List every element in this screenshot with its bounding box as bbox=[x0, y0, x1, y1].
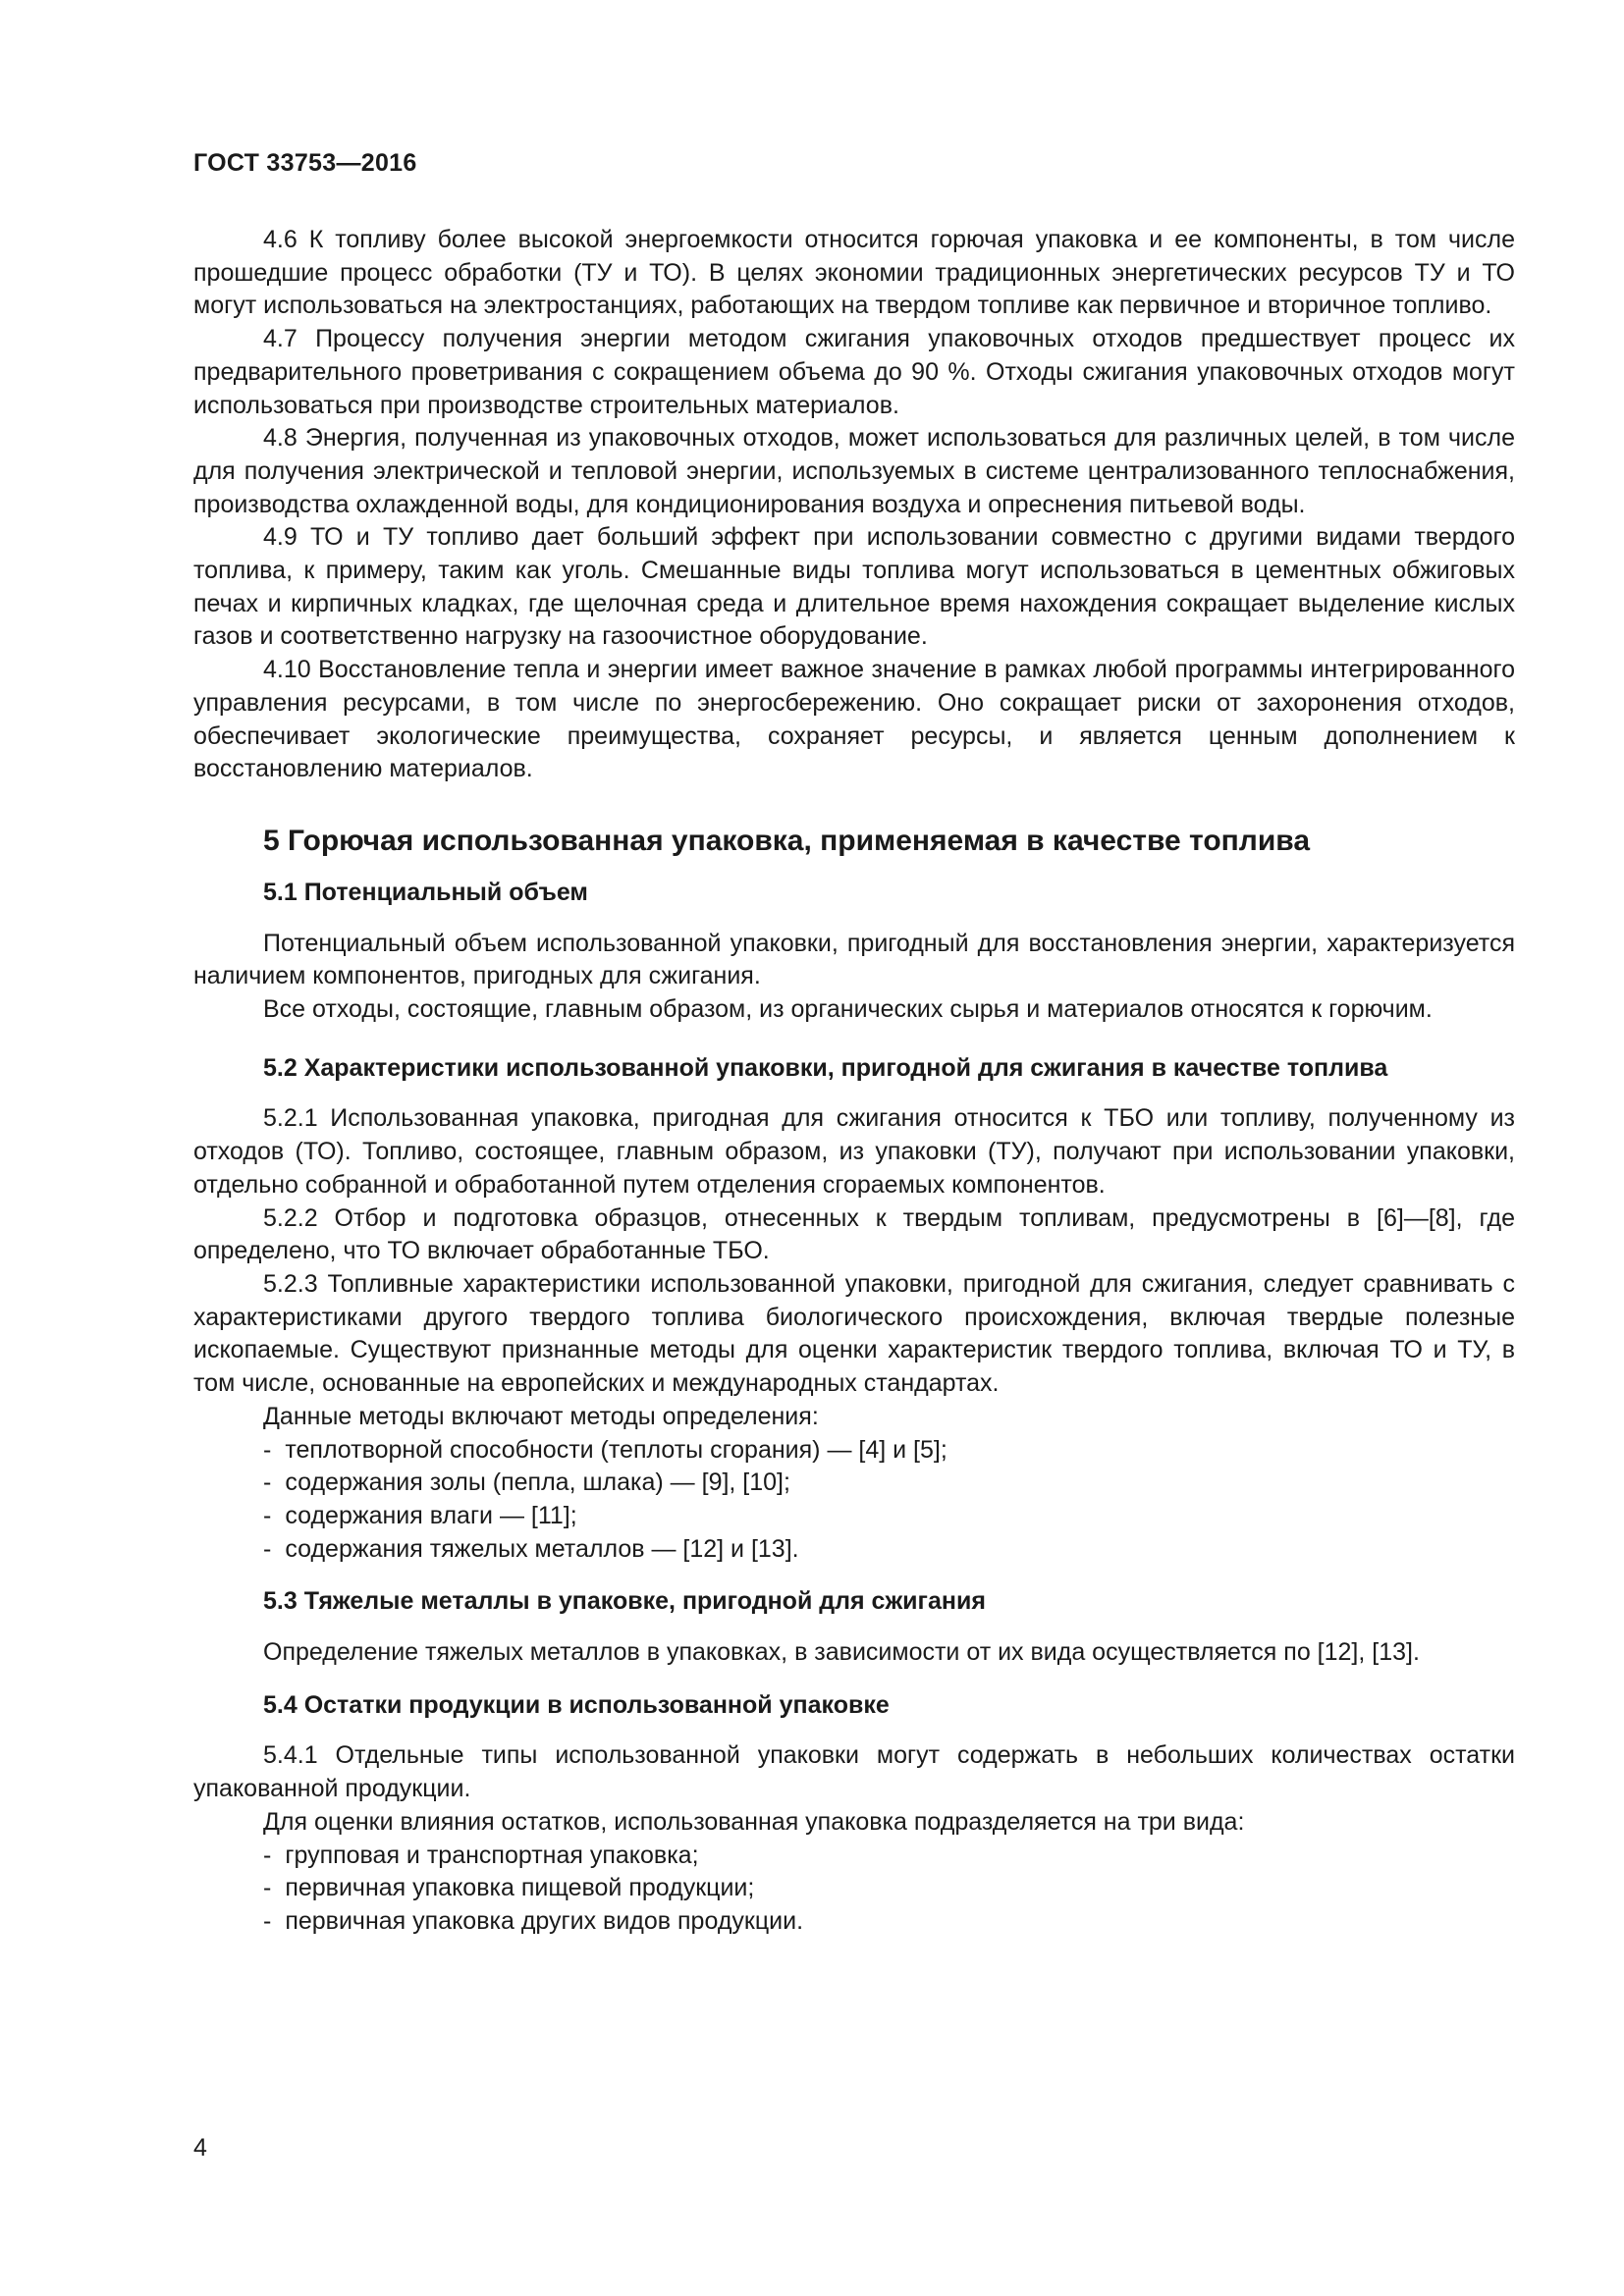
paragraph-5-3: Определение тяжелых металлов в упаковках, в зависимости от их вида осуществляется по [12], [13]. bbox=[263, 1638, 1420, 1667]
list-item: - первичная упаковка других видов продукции. bbox=[263, 1906, 804, 1935]
paragraph-5-2-1: 5.2.1 Использованная упаковка, пригодная для сжигания относится к ТБО или топливу, полученному из отходов (ТО). Топливо, состоящее, главным образом, из упаковки (ТУ), получают при использовании упаковки, отдельно собранной и обработанной путем отделения сгораемых компонентов. bbox=[193, 1104, 1515, 1199]
paragraph-4-10: 4.10 Восстановление тепла и энергии имеет важное значение в рамках любой программы интегрированного управления ресурсами, в том числе по энергосбережению. Оно сокращает риски от захоронения отходов, обеспечивает экологические преимущества, сохраняет ресурсы, и является ценным дополнением к восстановлению материалов. bbox=[193, 656, 1515, 783]
list-item: - содержания золы (пепла, шлака) — [9], [10]; bbox=[263, 1468, 790, 1497]
paragraph-5-4-1: 5.4.1 Отдельные типы использованной упаковки могут содержать в небольших количествах остатки упакованной продукции. bbox=[193, 1741, 1515, 1803]
section-5-2-title: 5.2 Характеристики использованной упаковки, пригодной для сжигания в качестве топлива bbox=[263, 1053, 1388, 1082]
paragraph-4-6: 4.6 К топливу более высокой энергоемкости относится горючая упаковка и ее компоненты, в том числе прошедшие процесс обработки (ТУ и ТО). В целях экономии традиционных энергетических ресурсов ТУ и ТО могут использоваться на электростанциях, работающих на твердом топливе как первичное и вторичное топливо. bbox=[193, 226, 1515, 320]
paragraph-5-2-3: 5.2.3 Топливные характеристики использованной упаковки, пригодной для сжигания, следует сравнивать с характеристиками другого твердого топлива биологического происхождения, включая твердые полезные ископаемые. Существуют признанные методы для оценки характеристик твердого топлива, включая ТО и ТУ, в том числе, основанные на европейских и международных стандартах. bbox=[193, 1269, 1515, 1398]
paragraph-4-8: 4.8 Энергия, полученная из упаковочных отходов, может использоваться для различных целей, в том числе для получения электрической и тепловой энергии, используемых в системе централизованного теплоснабжения, производства охлажденной воды, для кондиционирования воздуха и опреснения питьевой воды. bbox=[193, 424, 1515, 518]
section-5-3-title: 5.3 Тяжелые металлы в упаковке, пригодной для сжигания bbox=[263, 1587, 986, 1616]
section-5-title: 5 Горючая использованная упаковка, применяемая в качестве топлива bbox=[263, 824, 1311, 857]
section-5-4-title: 5.4 Остатки продукции в использованной упаковке bbox=[263, 1690, 890, 1719]
types-list bbox=[193, 1840, 1515, 1939]
types-intro: Для оценки влияния остатков, использованная упаковка подразделяется на три вида: bbox=[263, 1807, 1245, 1836]
list-item: - содержания влаги — [11]; bbox=[263, 1501, 577, 1529]
page-content bbox=[193, 224, 1515, 1939]
methods-intro: Данные методы включают методы определения: bbox=[263, 1402, 819, 1430]
paragraph-5-1-a: Потенциальный объем использованной упаковки, пригодный для восстановления энергии, характеризуется наличием компонентов, пригодных для сжигания. bbox=[193, 929, 1515, 990]
list-item: - содержания тяжелых металлов — [12] и [13]. bbox=[263, 1534, 799, 1563]
paragraph-5-1-b: Все отходы, состоящие, главным образом, из органических сырья и материалов относятся к горючим. bbox=[263, 995, 1433, 1024]
paragraph-4-7: 4.7 Процессу получения энергии методом сжигания упаковочных отходов предшествует процесс их предварительного проветривания с сокращением объема до 90 %. Отходы сжигания упаковочных отходов могут использоваться при производстве строительных материалов. bbox=[193, 325, 1515, 419]
list-item: - теплотворной способности (теплоты сгорания) — [4] и [5]; bbox=[263, 1435, 947, 1464]
paragraph-5-2-2: 5.2.2 Отбор и подготовка образцов, отнесенных к твердым топливам, предусмотрены в [6]—[8], где определено, что ТО включает обработанные ТБО. bbox=[193, 1203, 1515, 1265]
list-item: - первичная упаковка пищевой продукции; bbox=[263, 1874, 755, 1902]
paragraph-4-9: 4.9 ТО и ТУ топливо дает больший эффект при использовании совместно с другими видами твердого топлива, к примеру, таким как уголь. Смешанные виды топлива могут использоваться в цементных обжиговых печах и кирпичных кладках, где щелочная среда и длительное время нахождения сокращает выделение кислых газов и соответственно нагрузку на газоочистное оборудование. bbox=[193, 523, 1515, 651]
methods-list bbox=[193, 1434, 1515, 1567]
page-number: 4 bbox=[193, 2134, 207, 2162]
section-5-1-title: 5.1 Потенциальный объем bbox=[263, 878, 588, 906]
document-header: ГОСТ 33753—2016 bbox=[193, 149, 417, 177]
list-item: - групповая и транспортная упаковка; bbox=[263, 1841, 699, 1869]
